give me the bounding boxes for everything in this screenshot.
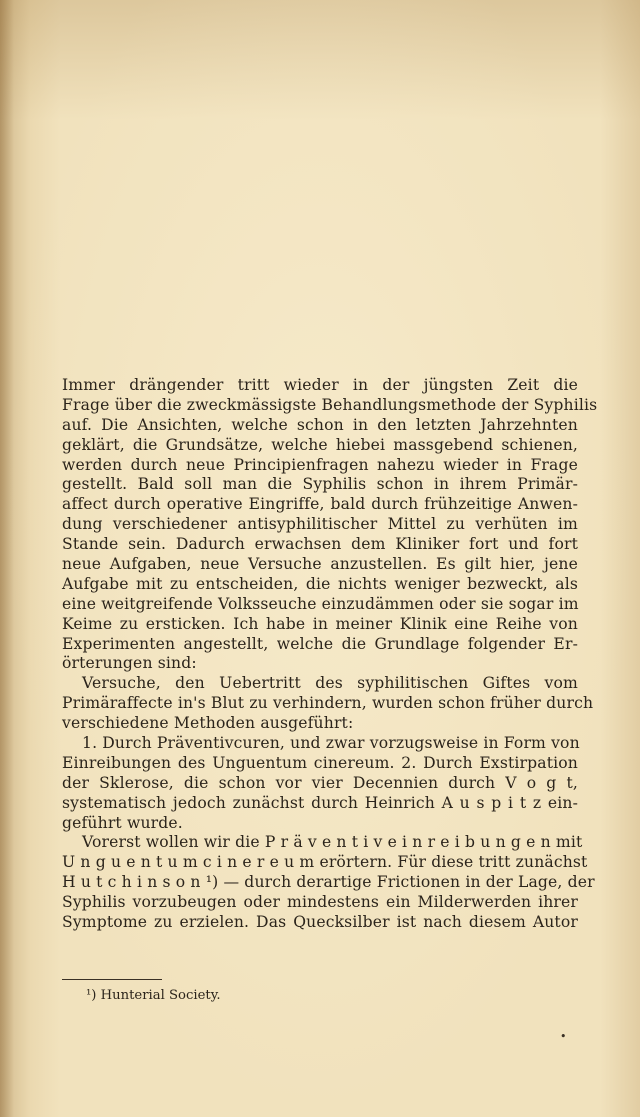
text-line: Versuche, den Uebertritt des syphilitischen Giftes vom [82,674,578,693]
text-line: Frage über die zweckmässigste Behandlungsmethode der Syphilis [62,395,598,414]
text-line: Vorerst wollen wir die P r ä v e n t i v e i n r e i b u n g e n mit [82,833,583,852]
text-line: 1. Durch Präventivcuren, und zwar vorzugsweise in Form von [82,734,580,753]
text-line: affect durch operative Eingriffe, bald durch frühzeitige Anwen- [62,495,578,514]
text-line: U n g u e n t u m c i n e r e u m erörtern. Für diese tritt zunächst [62,853,588,872]
text-line: verschiedene Methoden ausgeführt: [62,714,354,733]
text-line: werden durch neue Principienfragen nahezu wieder in Frage [62,455,578,474]
text-line: geklärt, die Grundsätze, welche hiebei massgebend schienen, [62,435,578,454]
text-line: gestellt. Bald soll man die Syphilis schon in ihrem Primär- [62,475,578,494]
text-line: Keime zu ersticken. Ich habe in meiner Klinik eine Reihe von [62,614,578,633]
page-spine-shadow [0,0,14,1117]
footnote-rule [62,979,162,980]
text-line: neue Aufgaben, neue Versuche anzustellen. Es gilt hier, jene [62,555,578,574]
text-line: geführt wurde. [62,813,183,832]
text-line: dung verschiedener antisyphilitischer Mittel zu verhüten im [62,515,578,534]
page-mark: • [560,1030,567,1043]
text-line: systematisch jedoch zunächst durch Heinrich A u s p i t z ein- [62,793,578,812]
text-line: eine weitgreifende Volksseuche einzudämmen oder sie sogar im [62,594,579,613]
text-line: Primäraffecte in's Blut zu verhindern, wurden schon früher durch [62,694,594,713]
text-line: Einreibungen des Unguentum cinereum. 2. Durch Exstirpation [62,753,578,772]
text-line: Stande sein. Dadurch erwachsen dem Kliniker fort und fort [62,535,578,554]
text-line: Symptome zu erzielen. Das Quecksilber ist nach diesem Autor [62,913,578,932]
text-line: Experimenten angestellt, welche die Grundlage folgender Er- [62,634,578,653]
footnote: ¹) Hunterial Society. [86,988,221,1003]
text-line: örterungen sind: [62,654,197,673]
body-text [62,376,598,933]
text-line: Immer drängender tritt wieder in der jüngsten Zeit die [62,376,578,394]
text-line: H u t c h i n s o n ¹) — durch derartige Frictionen in der Lage, der [62,873,595,892]
text-line: auf. Die Ansichten, welche schon in den letzten Jahrzehnten [62,415,578,434]
text-line: der Sklerose, die schon vor vier Decennien durch V o g t, [62,773,578,792]
text-line: Aufgabe mit zu entscheiden, die nichts weniger bezweckt, als [62,574,578,593]
text-line: Syphilis vorzubeugen oder mindestens ein Milderwerden ihrer [62,893,578,912]
